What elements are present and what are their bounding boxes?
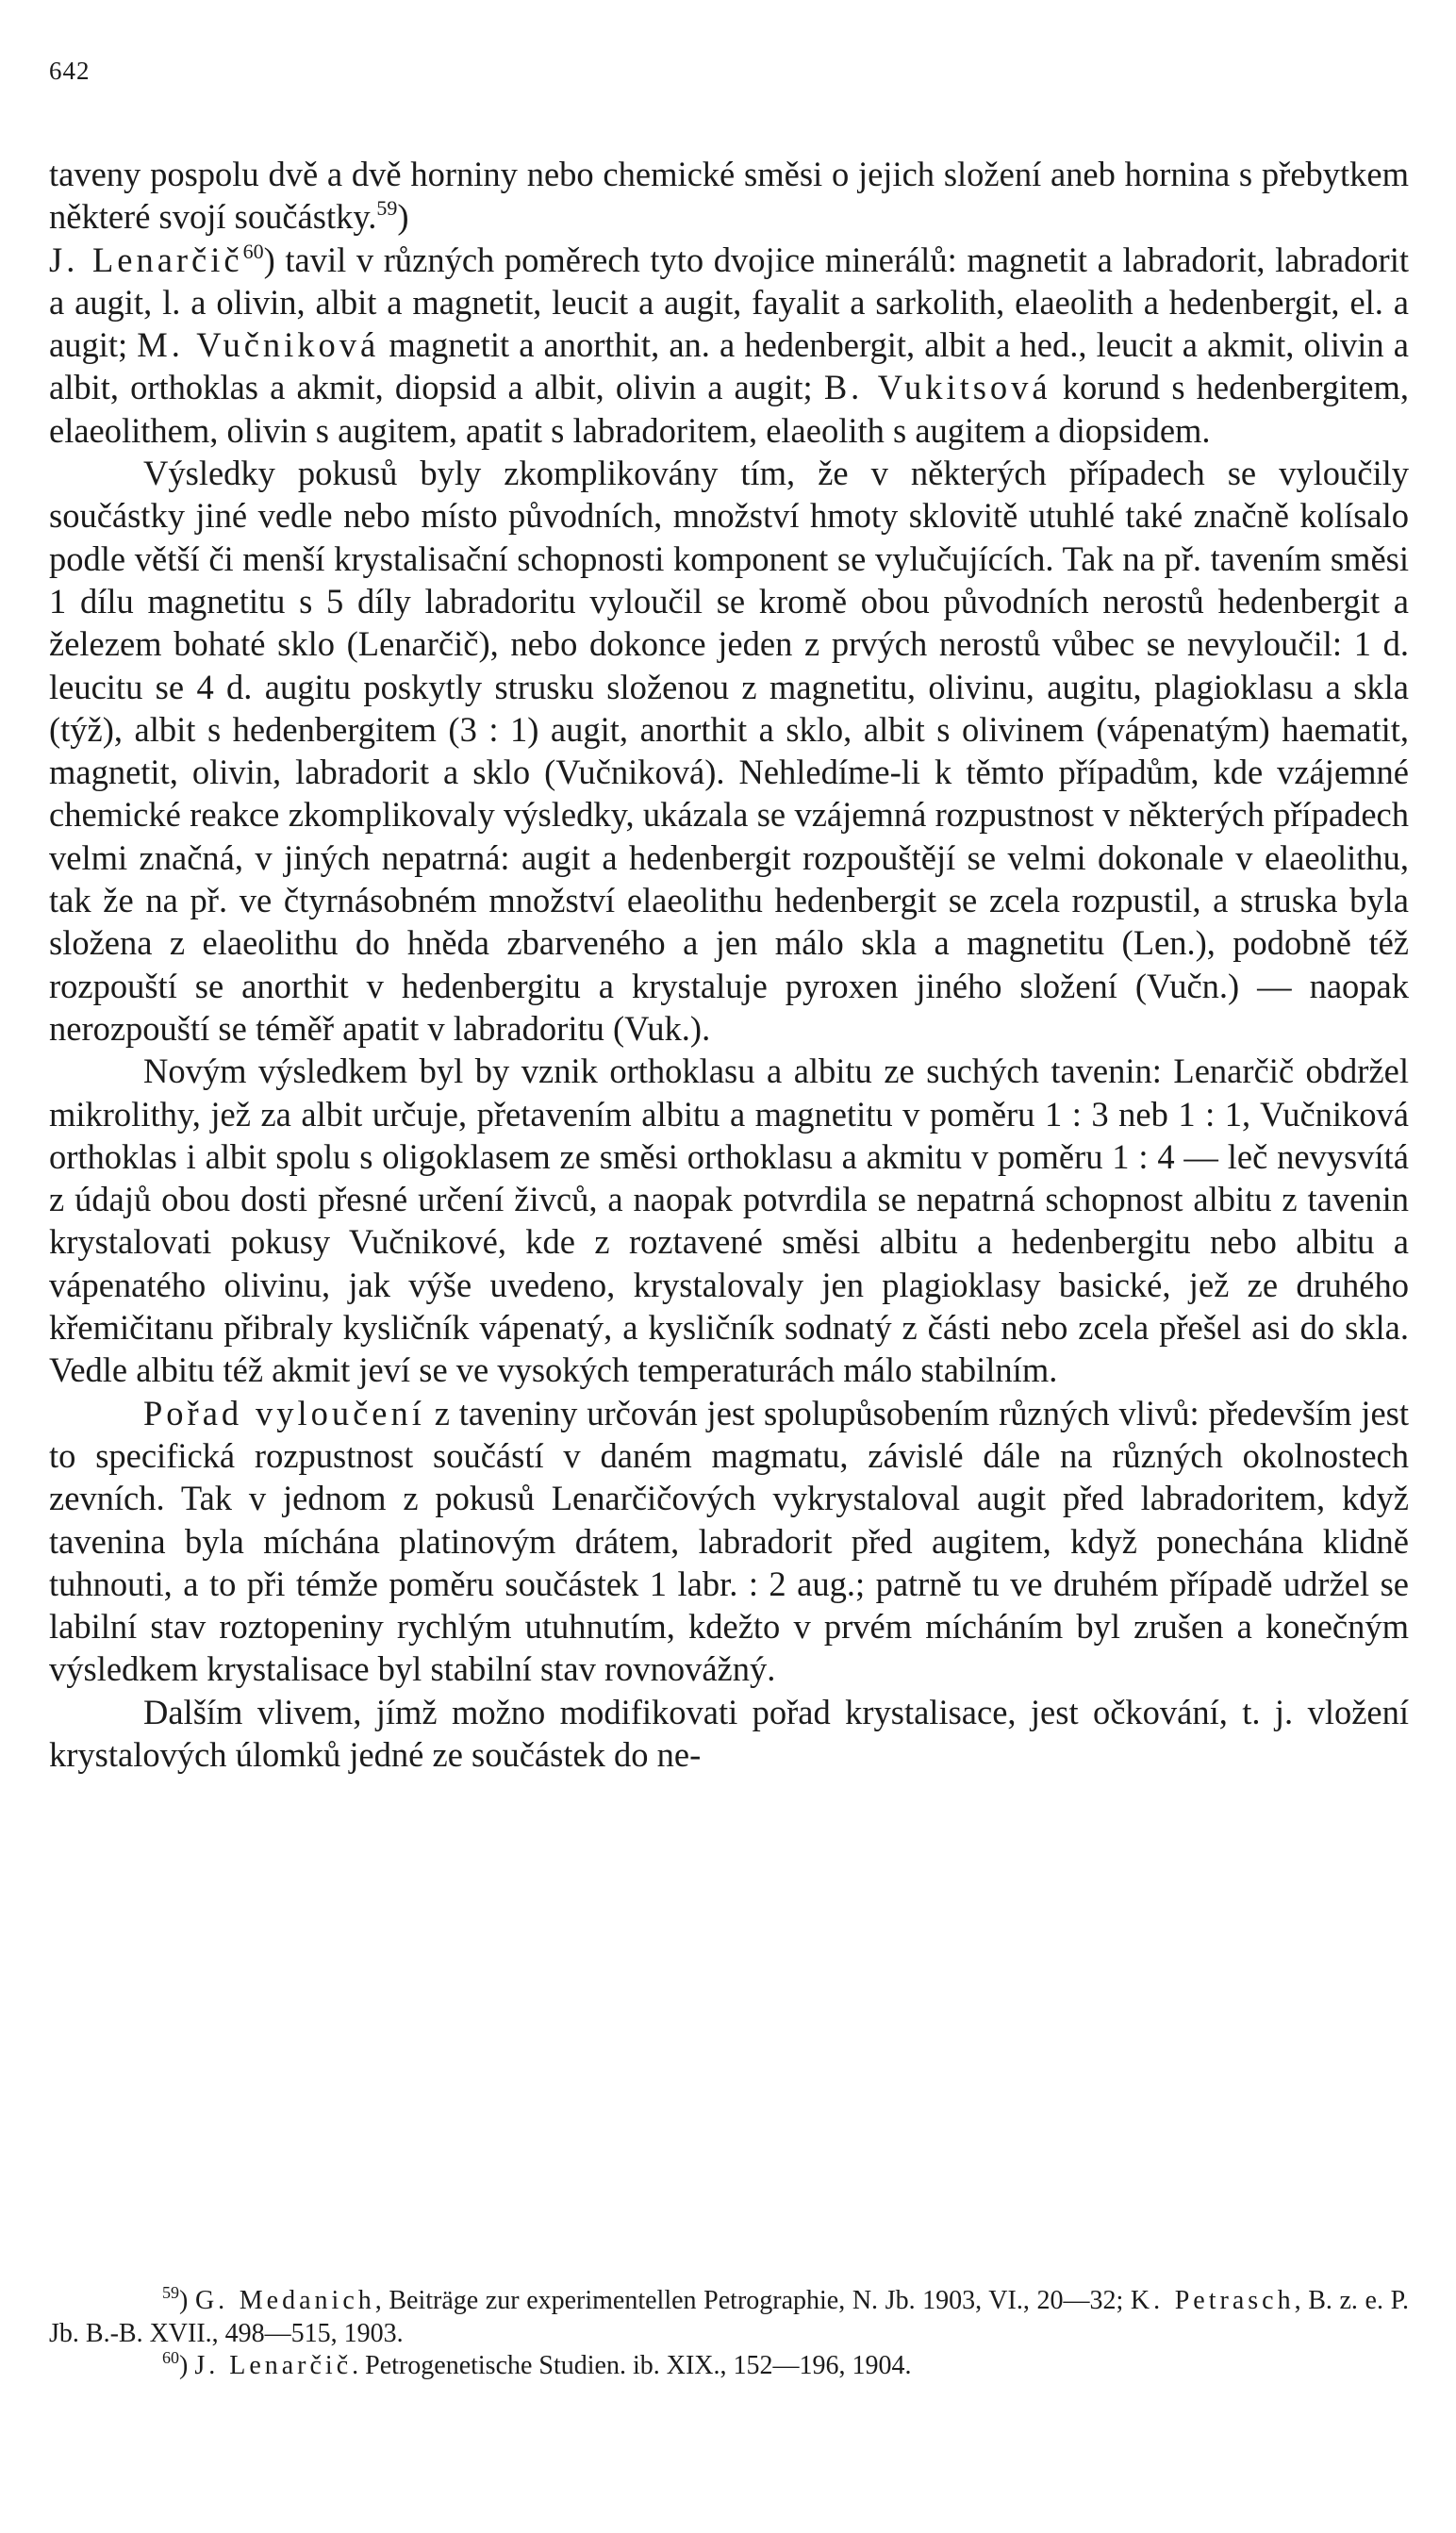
footnote-59: $^{59}$) G. Medanich, Beiträge zur experimentellen Petrographie, N. Jb. 1903, VI., 20—32; K. Petrasch, B. z. e. P. Jb. B.-B. XVII., 498—515, 1903. [49,2283,1410,2348]
body-text [49,153,1409,1776]
footnote-ref-60: 60 [242,239,264,263]
paragraph-5 [49,1392,1409,1691]
paragraph-3: Výsledky pokusů byly zkomplikovány tím, že v některých případech se vyloučily součástky jiné vedle nebo místo původních, množství hmoty sklovitě utuhlé také značně kolísalo podle větší či menší krystalisační schopnosti komponent se vylučujících. Tak na př. tavením směsi 1 dílu magnetitu s 5 díly labradoritu vyloučil se kromě obou původních nerostů hedenbergit a železem bohaté sklo (Lenarčič), nebo dokonce jeden z prvých nerostů vůbec se nevyloučil: 1 d. leucitu se 4 d. augitu poskytly strusku složenou z magnetitu, olivinu, augitu, plagioklasu a skla (týž), albit s hedenbergitem (3 : 1) augit, anorthit a sklo, albit s olivinem (vápenatým) haematit, magnetit, olivin, labradorit a sklo (Vučniková). Nehledíme-li k těmto případům, kde vzájemné chemické reakce zkomplikovaly výsledky, ukázala se vzájemná rozpustnost v některých případech velmi značná, v jiných nepatrná: augit a hedenbergit rozpouštějí se velmi dokonale v elaeolithu, tak že na př. ve čtyrnásobném množství elaeolithu hedenbergit se zcela rozpustil, a struska byla složena z elaeolithu do hněda zbarveného a jen málo skla a magnetitu (Len.), podobně též rozpouští se anorthit v hedenbergitu a krystaluje pyroxen jiného složení (Vučn.) — naopak nerozpouští se téměř apatit v labradoritu (Vuk.). [49,454,1409,1048]
paragraph-text: ) [397,197,409,237]
paragraph-text: z taveniny určován jest spolupůsobením různých vlivů: především jest to specifická rozpustnost součástí v daném magmatu, závislé dále na různých okolnostech zevních. Tak v jednom z pokusů Lenarčičových vykrystaloval augit před labradoritem, když tavenina byla míchána platinovým drátem, labradorit před augitem, když ponechána klidně tuhnouti, a to při témže poměru součástek 1 labr. : 2 aug.; patrně tu ve druhém případě udržel se labilní stav roztopeniny rychlým utuhnutím, kdežto v prvém mícháním byl zrušen a konečným výsledkem krystalisace byl stabilní stav rovnovážný. [49,1393,1409,1689]
footnote-text: . Petrogenetische Studien. ib. XIX., 152—196, 1904. [352,2351,912,2380]
footnote-60: $^{60}$) J. Lenarčič. Petrogenetische Studien. ib. XIX., 152—196, 1904. [162,2348,912,2380]
paragraph-4: Novým výsledkem byl by vznik orthoklasu a albitu ze suchých tavenin: Lenarčič obdržel mikrolithy, jež za albit určuje, přetavením albitu a magnetitu v poměru 1 : 3 neb 1 : 1, Vučniková orthoklas i albit spolu s oligoklasem ze směsi orthoklasu a akmitu v poměru 1 : 4 — leč nevysvítá z údajů obou dosti přesné určení živců, a naopak potvrdila se nepatrná schopnost albitu z tavenin krystalovati pokusy Vučnikové, kde z roztavené směsi albitu a hedenbergitu nebo albitu a vápenatého olivinu, jak výše uvedeno, krystalovaly jen plagioklasy basické, jež ze druhého křemičitanu přibraly kysličník vápenatý, a kysličník sodnatý z části nebo zcela přešel asi do skla. Vedle albitu též akmit jeví se ve vysokých temperaturách málo stabilním. [49,1051,1409,1390]
footnote-number: 59 [162,2283,179,2302]
paragraph-2 [49,239,1409,452]
author-name: M. Vučniková [137,325,380,365]
paragraph-6: Dalším vlivem, jímž možno modifikovati pořad krystalisace, jest očkování, t. j. vložení krystalových úlomků jedné ze součástek do ne- [49,1692,1409,1774]
paragraph-text: magnetit a anorthit, an. a hedenbergit, albit a hed., leucit a akmit, olivin a albit, orthoklas a akmit, diopsid a albit, olivin a augit; [49,325,1409,407]
author-name: K. Petrasch [1130,2286,1295,2315]
footnotes [49,2285,1409,2383]
footnote-text: , B. z. e. P. Jb. B.-B. XVII., 498—515, 1903. [49,2286,1410,2348]
spaced-term: Pořad vyloučení [143,1393,425,1432]
author-name: G. Medanich [194,2286,375,2315]
paragraph-text: taveny pospolu dvě a dvě horniny nebo chemické směsi o jejich složení aneb hornina s přebytkem některé svojí součástky. [49,155,1409,237]
paragraph-text: korund s hedenbergitem, elaeolithem, olivin s augitem, apatit s labradoritem, elaeolith s augitem a diopsidem. [49,368,1410,450]
footnote-ref-59: 59 [376,196,398,221]
paragraph-text: ) tavil v různých poměrech tyto dvojice minerálů: magnetit a labradorit, labradorit a augit, l. a olivin, albit a magnetit, leucit a augit, fayalit a sarkolith, elaeolith a hedenbergit, el. a augit; [49,240,1409,365]
footnote-number: 60 [162,2348,179,2367]
footnote-text: , Beiträge zur experimentellen Petrographie, N. Jb. 1903, VI., 20—32; [374,2286,1124,2315]
author-name: J. Lenarčič [49,240,243,279]
paragraph-1 [49,153,1409,239]
page-number: 642 [49,57,91,85]
author-name: B. Vukitsová [823,368,1051,407]
author-name: J. Lenarčič [194,2351,353,2380]
